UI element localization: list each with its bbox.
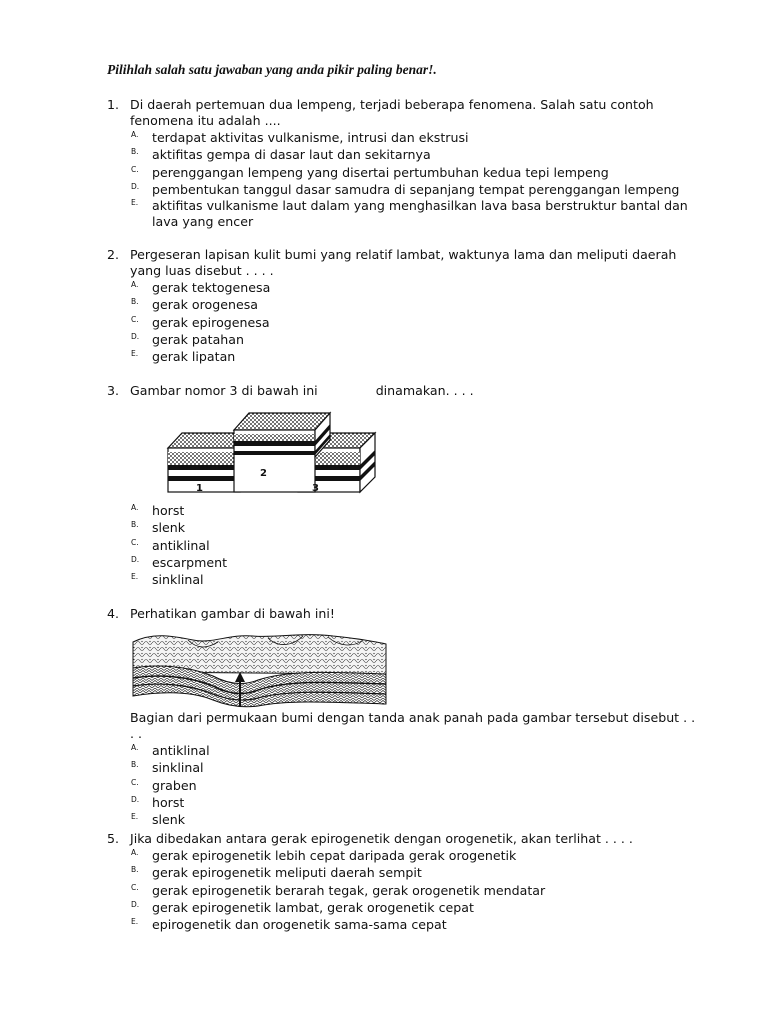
option-d[interactable] — [131, 331, 697, 348]
option-c[interactable] — [131, 777, 697, 794]
option-letter: B. — [131, 297, 139, 307]
option-letter: E. — [131, 349, 139, 359]
option-text: slenk — [152, 520, 186, 536]
option-b[interactable] — [131, 146, 697, 163]
option-letter: D. — [131, 899, 140, 909]
option-text: gerak epirogenetik meliputi daerah sempit — [152, 865, 422, 881]
option-letter: B. — [131, 865, 139, 875]
question-number: 1. — [107, 97, 120, 112]
option-d[interactable] — [131, 899, 697, 916]
option-text: gerak patahan — [152, 331, 244, 347]
option-text: gerak orogenesa — [152, 297, 258, 313]
option-text: gerak lipatan — [152, 349, 236, 365]
question-2 — [107, 247, 697, 365]
option-letter: C. — [131, 537, 139, 547]
option-text: antiklinal — [152, 537, 210, 553]
question-text: Pergeseran lapisan kulit bumi yang relatif lambat, waktunya lama dan meliputi daerah yang luas disebut . . . . — [130, 247, 677, 278]
option-letter: E. — [131, 917, 139, 927]
option-letter: C. — [131, 164, 139, 174]
option-letter: E. — [131, 572, 139, 582]
option-b[interactable] — [131, 296, 697, 313]
option-letter: E. — [131, 198, 139, 208]
question-text: Jika dibedakan antara gerak epirogenetik dengan orogenetik, akan terlihat . . . . — [130, 831, 633, 846]
option-e[interactable] — [131, 916, 697, 933]
option-text: gerak epirogenetik lebih cepat daripada gerak orogenetik — [152, 848, 517, 863]
option-text: gerak epirogenesa — [152, 314, 270, 330]
option-e[interactable] — [131, 348, 697, 365]
option-letter: E. — [131, 812, 139, 822]
option-text: gerak tektogenesa — [152, 280, 271, 295]
option-list — [107, 502, 697, 588]
question-text: Gambar nomor 3 di bawah ini — [130, 383, 318, 398]
option-letter: B. — [131, 520, 139, 530]
option-letter: B. — [131, 147, 139, 157]
option-letter: D. — [131, 181, 140, 191]
option-d[interactable] — [131, 794, 697, 811]
option-a[interactable] — [131, 279, 697, 296]
option-list — [107, 129, 697, 230]
option-letter: A. — [131, 280, 139, 289]
question-number: 2. — [107, 247, 120, 262]
option-text: graben — [152, 777, 197, 793]
question-text-continued: dinamakan. . . . — [375, 383, 474, 398]
folded-terrain-diagram — [128, 628, 390, 708]
question-number: 5. — [107, 831, 120, 846]
option-letter: B. — [131, 760, 139, 770]
option-text: perenggangan lempeng yang disertai pertumbuhan kedua tepi lempeng — [152, 164, 609, 180]
option-text: terdapat aktivitas vulkanisme, intrusi dan ekstrusi — [152, 130, 469, 145]
terrain-block — [133, 635, 386, 707]
option-text: slenk — [152, 812, 186, 828]
option-text: sinklinal — [152, 760, 204, 776]
option-letter: D. — [131, 794, 140, 804]
figure-label-3: 3 — [312, 483, 319, 494]
question-1 — [107, 97, 697, 230]
option-text: escarpment — [152, 554, 228, 570]
option-letter: C. — [131, 777, 139, 787]
option-d[interactable] — [131, 554, 697, 571]
question-3 — [107, 383, 697, 399]
option-list — [107, 279, 697, 365]
option-c[interactable] — [131, 882, 697, 899]
option-text: horst — [152, 794, 185, 810]
option-c[interactable] — [131, 164, 697, 181]
option-a[interactable] — [131, 129, 697, 146]
option-text: antiklinal — [152, 743, 210, 758]
option-e[interactable] — [131, 811, 697, 828]
option-letter: C. — [131, 882, 139, 892]
question-4 — [107, 606, 697, 622]
horst-block-diagram — [160, 405, 385, 500]
option-text: gerak epirogenetik berarah tegak, gerak orogenetik mendatar — [152, 882, 546, 898]
question-subtext: Bagian dari permukaan bumi dengan tanda anak panah pada gambar tersebut disebut . . . . — [130, 710, 696, 741]
option-text: aktifitas vulkanisme laut dalam yang menghasilkan lava basa berstruktur bantal dan lava yang encer — [152, 198, 688, 230]
option-list — [107, 742, 697, 828]
option-letter: A. — [131, 130, 139, 139]
question-4-body — [107, 710, 697, 828]
option-b[interactable] — [131, 759, 697, 776]
option-letter: D. — [131, 554, 140, 564]
option-text: horst — [152, 503, 185, 518]
question-number: 3. — [107, 383, 120, 398]
option-b[interactable] — [131, 864, 697, 881]
question-text: Perhatikan gambar di bawah ini! — [130, 606, 335, 621]
option-a[interactable] — [131, 847, 697, 864]
option-e[interactable] — [131, 571, 697, 588]
option-text: sinklinal — [152, 572, 204, 588]
question-5 — [107, 831, 697, 933]
option-text: gerak epirogenetik lambat, gerak orogenetik cepat — [152, 899, 474, 915]
option-c[interactable] — [131, 314, 697, 331]
option-list — [107, 847, 697, 933]
option-text: aktifitas gempa di dasar laut dan sekitarnya — [152, 147, 431, 163]
option-b[interactable] — [131, 519, 697, 536]
instruction-text: Pilihlah salah satu jawaban yang anda pikir paling benar!. — [107, 62, 437, 77]
question-number: 4. — [107, 606, 120, 621]
option-c[interactable] — [131, 537, 697, 554]
option-letter: D. — [131, 331, 140, 341]
option-d[interactable] — [131, 181, 697, 198]
figure-label-2: 2 — [260, 468, 267, 479]
figure-label-1: 1 — [196, 483, 203, 494]
option-letter: C. — [131, 314, 139, 324]
option-text: epirogenetik dan orogenetik sama-sama cepat — [152, 917, 447, 933]
option-letter: A. — [131, 503, 139, 512]
option-letter: A. — [131, 743, 139, 752]
option-letter: A. — [131, 848, 139, 857]
option-a[interactable] — [131, 502, 697, 519]
question-3-options — [107, 502, 697, 588]
option-text: pembentukan tanggul dasar samudra di sepanjang tempat perenggangan lempeng — [152, 181, 680, 197]
option-e[interactable] — [131, 198, 697, 230]
option-a[interactable] — [131, 742, 697, 759]
question-text: Di daerah pertemuan dua lempeng, terjadi beberapa fenomena. Salah satu contoh fenomena itu adalah .... — [130, 97, 654, 128]
